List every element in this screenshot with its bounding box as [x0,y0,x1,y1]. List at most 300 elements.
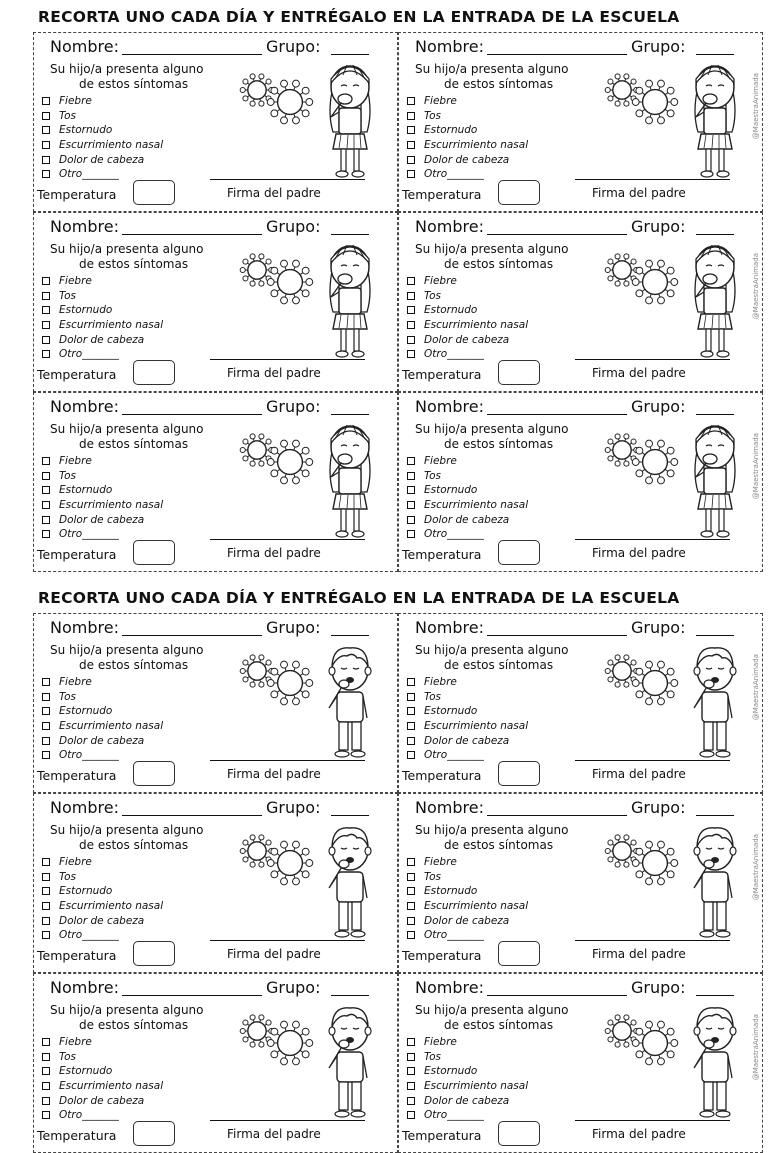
virus-icon [267,259,313,305]
symptom-item [407,690,528,705]
symptom-item [407,870,528,885]
watermark: @MaestraAnimada [752,433,760,500]
watermark: @MaestraAnimada [752,834,760,901]
virus-icon [267,660,313,706]
symptom-label: Dolor de cabeza [59,1094,145,1107]
question-text: Su hijo/a presenta alguno [50,823,204,837]
symptom-item [42,704,163,719]
signature-label: Firma del padre [592,947,686,961]
symptom-item [42,109,163,124]
section-heading: RECORTA UNO CADA DÍA Y ENTRÉGALO EN LA ENTRADA DE LA ESCUELA [38,8,680,26]
watermark: @MaestraAnimada [752,253,760,320]
temperature-label: Temperatura [402,367,482,382]
symptom-label: Otro_______ [59,749,119,762]
symptom-item [42,884,163,899]
checkbox-square-icon [42,321,50,329]
checkbox-square-icon [42,97,50,105]
question-text: Su hijo/a presenta alguno [50,62,204,76]
symptom-item [42,690,163,705]
virus-icon [632,660,678,706]
symptom-label: Estornudo [59,1065,113,1078]
symptom-label: Dolor de cabeza [424,333,510,346]
watermark: @MaestraAnimada [752,654,760,721]
question-text: de estos síntomas [444,838,554,852]
symptom-item [42,1064,163,1079]
question-text: Su hijo/a presenta alguno [415,422,569,436]
symptom-label: Tos [424,289,442,302]
name-blank-line [487,995,627,996]
question-text: Su hijo/a presenta alguno [50,242,204,256]
group-label: Grupo: [631,397,686,416]
question-text: Su hijo/a presenta alguno [415,242,569,256]
checkbox-square-icon [42,292,50,300]
name-label: Nombre: [415,397,484,416]
symptom-label: Fiebre [424,856,457,869]
checkbox-square-icon [407,112,415,120]
symptom-item [407,483,528,498]
symptom-item [407,303,528,318]
symptom-label: Tos [59,870,77,883]
symptom-item [42,1079,163,1094]
checkbox-square-icon [407,336,415,344]
symptom-item [42,94,163,109]
slip-grid-girl [33,32,763,572]
group-label: Grupo: [266,397,321,416]
name-blank-line [122,414,262,415]
symptom-item [407,733,528,748]
checkbox-square-icon [407,1111,415,1119]
checkbox-square-icon [407,1082,415,1090]
group-blank-line [696,635,734,636]
health-slip-card [33,973,398,1153]
temperature-label: Temperatura [402,768,482,783]
slip-grid-boy [33,613,763,1143]
checkbox-square-icon [407,707,415,715]
symptom-label: Dolor de cabeza [59,333,145,346]
checkbox-square-icon [407,722,415,730]
symptom-label: Otro_______ [59,929,119,942]
virus-icon [632,1020,678,1066]
symptom-label: Escurrimiento nasal [59,319,164,332]
question-text: de estos síntomas [79,437,189,451]
group-label: Grupo: [266,978,321,997]
symptom-label: Dolor de cabeza [59,914,145,927]
name-blank-line [122,995,262,996]
group-blank-line [696,414,734,415]
symptom-item [407,719,528,734]
checkbox-square-icon [407,1097,415,1105]
symptom-label: Fiebre [424,1036,457,1049]
symptom-list [407,1035,528,1123]
symptom-label: Otro_______ [424,1109,484,1122]
checkbox-square-icon [42,917,50,925]
checkbox-square-icon [407,902,415,910]
symptom-list [42,1035,163,1123]
question-text: Su hijo/a presenta alguno [50,422,204,436]
symptom-label: Tos [424,870,442,883]
health-slip-card [398,973,763,1153]
signature-label: Firma del padre [592,186,686,200]
temperature-label: Temperatura [37,547,117,562]
checkbox-square-icon [42,1082,50,1090]
symptom-label: Escurrimiento nasal [424,900,529,913]
symptom-item [42,498,163,513]
symptom-label: Dolor de cabeza [59,513,145,526]
boy-coughing-icon [319,998,381,1122]
checkbox-square-icon [407,1053,415,1061]
symptom-label: Otro_______ [424,929,484,942]
watermark: @MaestraAnimada [752,73,760,140]
signature-label: Firma del padre [227,1127,321,1141]
name-blank-line [487,414,627,415]
name-blank-line [122,54,262,55]
group-label: Grupo: [631,978,686,997]
signature-label: Firma del padre [227,366,321,380]
symptom-item [42,469,163,484]
symptom-item [407,454,528,469]
question-text: de estos síntomas [444,437,554,451]
checkbox-square-icon [407,737,415,745]
symptom-item [407,512,528,527]
symptom-label: Estornudo [424,484,478,497]
symptom-item [42,855,163,870]
symptom-list [407,274,528,362]
name-label: Nombre: [50,618,119,637]
temperature-box [498,761,540,786]
temperature-box [133,761,175,786]
temperature-label: Temperatura [402,1128,482,1143]
symptom-label: Tos [59,690,77,703]
signature-label: Firma del padre [227,767,321,781]
symptom-label: Otro_______ [424,168,484,181]
checkbox-square-icon [42,1053,50,1061]
name-label: Nombre: [50,37,119,56]
symptom-label: Tos [424,1050,442,1063]
symptom-item [407,675,528,690]
checkbox-square-icon [42,336,50,344]
symptom-label: Dolor de cabeza [424,1094,510,1107]
checkbox-square-icon [407,1038,415,1046]
virus-icon [267,1020,313,1066]
symptom-item [42,454,163,469]
symptom-label: Otro_______ [424,348,484,361]
group-blank-line [696,234,734,235]
checkbox-square-icon [42,112,50,120]
health-slip-card [33,613,398,793]
checkbox-square-icon [407,858,415,866]
checkbox-square-icon [407,693,415,701]
name-blank-line [487,234,627,235]
temperature-box [133,360,175,385]
checkbox-square-icon [407,292,415,300]
checkbox-square-icon [42,1067,50,1075]
checkbox-square-icon [42,858,50,866]
checkbox-square-icon [407,170,415,178]
symptom-item [407,1035,528,1050]
symptom-item [42,899,163,914]
symptom-label: Tos [424,690,442,703]
symptom-label: Estornudo [424,124,478,137]
health-slip-card [33,392,398,572]
symptom-item [42,289,163,304]
question-text: de estos síntomas [79,257,189,271]
question-text: de estos síntomas [79,658,189,672]
checkbox-square-icon [42,693,50,701]
group-blank-line [331,995,369,996]
question-text: Su hijo/a presenta alguno [50,643,204,657]
health-slip-card [398,32,763,212]
virus-icon [632,439,678,485]
checkbox-square-icon [42,306,50,314]
symptom-item [407,274,528,289]
symptom-item [407,913,528,928]
symptom-label: Fiebre [424,275,457,288]
name-label: Nombre: [415,798,484,817]
symptom-item [42,913,163,928]
checkbox-square-icon [407,457,415,465]
symptom-label: Otro_______ [59,168,119,181]
temperature-box [498,941,540,966]
symptom-item [407,855,528,870]
checkbox-square-icon [42,751,50,759]
symptom-list [42,274,163,362]
boy-coughing-icon [319,818,381,942]
symptom-label: Estornudo [424,885,478,898]
symptom-item [407,884,528,899]
temperature-box [498,180,540,205]
checkbox-square-icon [407,472,415,480]
symptom-list [407,675,528,763]
question-text: Su hijo/a presenta alguno [415,643,569,657]
checkbox-square-icon [407,751,415,759]
symptom-item [42,1050,163,1065]
name-blank-line [122,635,262,636]
checkbox-square-icon [407,277,415,285]
symptom-item [42,719,163,734]
question-text: de estos síntomas [444,1018,554,1032]
health-slip-card [33,212,398,392]
question-text: de estos síntomas [79,838,189,852]
symptom-label: Escurrimiento nasal [59,1080,164,1093]
checkbox-square-icon [42,501,50,509]
symptom-label: Escurrimiento nasal [424,499,529,512]
checkbox-square-icon [407,678,415,686]
checkbox-square-icon [42,1111,50,1119]
checkbox-square-icon [407,931,415,939]
group-blank-line [331,815,369,816]
checkbox-square-icon [407,486,415,494]
symptom-item [42,274,163,289]
question-text: Su hijo/a presenta alguno [415,1003,569,1017]
name-label: Nombre: [50,217,119,236]
question-text: de estos síntomas [444,77,554,91]
symptom-label: Fiebre [59,455,92,468]
question-text: de estos síntomas [444,658,554,672]
signature-label: Firma del padre [227,947,321,961]
signature-label: Firma del padre [227,186,321,200]
checkbox-square-icon [407,141,415,149]
name-label: Nombre: [50,798,119,817]
symptom-label: Fiebre [59,95,92,108]
symptom-list [407,454,528,542]
group-blank-line [331,414,369,415]
symptom-item [42,512,163,527]
symptom-label: Estornudo [424,304,478,317]
name-label: Nombre: [415,618,484,637]
question-text: Su hijo/a presenta alguno [415,62,569,76]
symptom-label: Fiebre [59,1036,92,1049]
boy-coughing-icon [684,998,746,1122]
group-label: Grupo: [631,37,686,56]
symptom-item [407,704,528,719]
checkbox-square-icon [42,277,50,285]
symptom-item [42,1093,163,1108]
symptom-label: Dolor de cabeza [59,734,145,747]
checkbox-square-icon [407,887,415,895]
girl-sneezing-icon [319,237,381,361]
symptom-item [42,870,163,885]
symptom-item [42,303,163,318]
symptom-item [42,152,163,167]
group-label: Grupo: [631,798,686,817]
checkbox-square-icon [42,156,50,164]
virus-icon [267,840,313,886]
checkbox-square-icon [42,126,50,134]
symptom-label: Dolor de cabeza [424,914,510,927]
symptom-item [407,332,528,347]
symptom-item [407,469,528,484]
symptom-item [407,152,528,167]
symptom-item [407,1079,528,1094]
checkbox-square-icon [407,516,415,524]
symptom-label: Estornudo [59,705,113,718]
watermark: @MaestraAnimada [752,1014,760,1081]
signature-label: Firma del padre [592,366,686,380]
checkbox-square-icon [42,170,50,178]
group-label: Grupo: [266,618,321,637]
checkbox-square-icon [42,530,50,538]
symptom-label: Tos [424,109,442,122]
girl-sneezing-icon [684,417,746,541]
symptom-label: Escurrimiento nasal [424,720,529,733]
symptom-item [407,1093,528,1108]
symptom-label: Escurrimiento nasal [424,139,529,152]
symptom-item [42,733,163,748]
symptom-label: Escurrimiento nasal [424,1080,529,1093]
group-blank-line [696,815,734,816]
checkbox-square-icon [42,457,50,465]
group-blank-line [331,635,369,636]
symptom-label: Escurrimiento nasal [59,139,164,152]
checkbox-square-icon [42,350,50,358]
boy-coughing-icon [684,638,746,762]
symptom-item [42,123,163,138]
virus-icon [267,439,313,485]
temperature-box [133,941,175,966]
temperature-box [498,1121,540,1146]
symptom-label: Estornudo [59,304,113,317]
girl-sneezing-icon [684,237,746,361]
checkbox-square-icon [42,902,50,910]
temperature-label: Temperatura [37,187,117,202]
symptom-item [407,138,528,153]
symptom-label: Dolor de cabeza [424,734,510,747]
girl-sneezing-icon [319,417,381,541]
symptom-label: Otro_______ [59,1109,119,1122]
virus-icon [632,79,678,125]
virus-icon [632,840,678,886]
symptom-label: Otro_______ [424,749,484,762]
virus-icon [632,259,678,305]
name-blank-line [487,815,627,816]
question-text: de estos síntomas [79,77,189,91]
group-label: Grupo: [266,798,321,817]
health-slip-card [33,32,398,212]
signature-label: Firma del padre [592,767,686,781]
checkbox-square-icon [42,887,50,895]
checkbox-square-icon [407,156,415,164]
symptom-label: Estornudo [59,124,113,137]
temperature-label: Temperatura [402,547,482,562]
temperature-label: Temperatura [37,1128,117,1143]
name-blank-line [487,635,627,636]
signature-label: Firma del padre [592,546,686,560]
symptom-label: Dolor de cabeza [424,153,510,166]
name-label: Nombre: [415,217,484,236]
group-blank-line [331,54,369,55]
symptom-list [42,454,163,542]
checkbox-square-icon [42,931,50,939]
symptom-label: Fiebre [59,676,92,689]
group-blank-line [696,54,734,55]
group-label: Grupo: [266,37,321,56]
checkbox-square-icon [42,486,50,494]
virus-icon [267,79,313,125]
symptom-item [407,123,528,138]
symptom-item [407,899,528,914]
name-blank-line [487,54,627,55]
temperature-box [133,540,175,565]
symptom-list [407,94,528,182]
name-label: Nombre: [415,978,484,997]
symptom-label: Escurrimiento nasal [59,900,164,913]
checkbox-square-icon [407,126,415,134]
symptom-item [42,483,163,498]
symptom-label: Otro_______ [59,528,119,541]
symptom-label: Tos [59,469,77,482]
checkbox-square-icon [42,722,50,730]
symptom-list [407,855,528,943]
symptom-label: Estornudo [59,484,113,497]
symptom-list [42,94,163,182]
symptom-item [407,289,528,304]
symptom-list [42,675,163,763]
temperature-box [133,180,175,205]
symptom-label: Escurrimiento nasal [59,499,164,512]
checkbox-square-icon [42,516,50,524]
checkbox-square-icon [42,737,50,745]
boy-coughing-icon [684,818,746,942]
checkbox-square-icon [42,707,50,715]
temperature-label: Temperatura [402,187,482,202]
checkbox-square-icon [42,1038,50,1046]
symptom-item [407,318,528,333]
name-label: Nombre: [415,37,484,56]
checkbox-square-icon [407,530,415,538]
symptom-item [42,332,163,347]
symptom-label: Dolor de cabeza [424,513,510,526]
group-label: Grupo: [266,217,321,236]
